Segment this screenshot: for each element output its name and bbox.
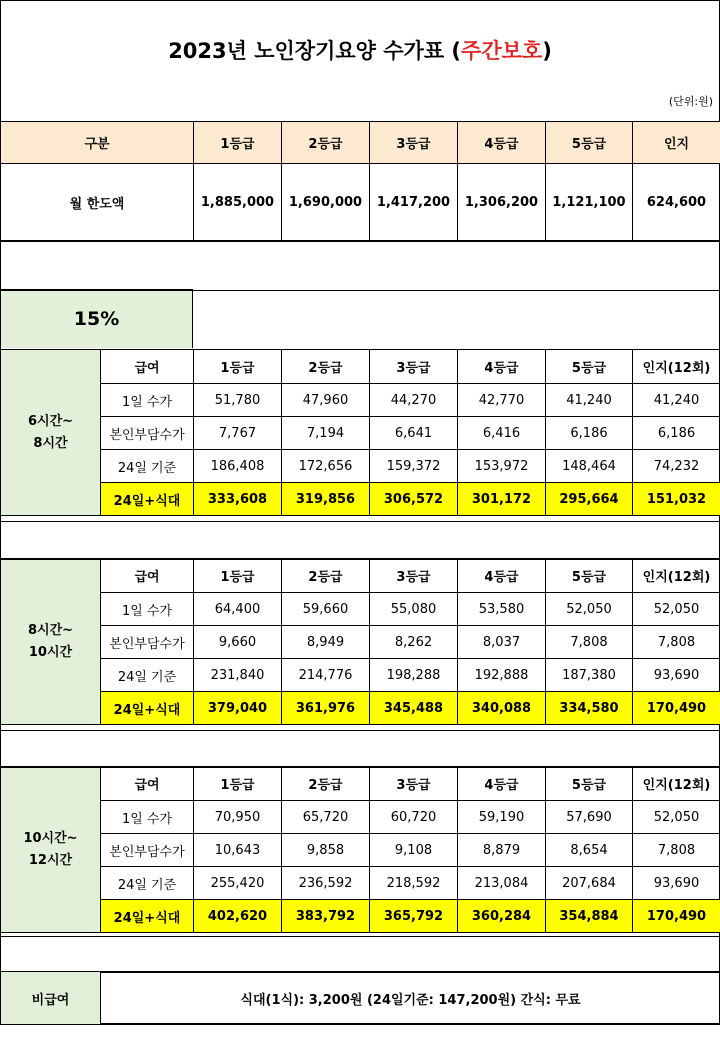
spacer-row [1,241,719,291]
section-header-cell: 인지(12회) [633,559,720,593]
limit-value-cell: 1,306,200 [458,164,546,241]
fee-value-cell: 301,172 [458,483,546,516]
duration-line-1: 8시간~ [27,622,74,638]
fee-value-cell: 170,490 [633,692,720,725]
fee-value-cell: 151,032 [633,483,720,516]
section-header-cell: 3등급 [370,767,458,801]
limit-row-label: 월 한도액 [1,164,194,241]
fee-row [1,417,720,450]
fee-value-cell: 55,080 [370,593,458,626]
duration-line-1: 10시간~ [23,830,78,846]
section-header-cell: 5등급 [546,767,633,801]
total-with-meal-row [1,692,720,725]
section-header-cell: 2등급 [282,350,370,384]
fee-value-cell: 8,654 [546,834,633,867]
fee-value-cell: 41,240 [546,384,633,417]
total-with-meal-row [1,900,720,933]
fee-row-label: 1일 수가 [101,801,194,834]
fee-row [1,626,720,659]
fee-value-cell: 9,858 [282,834,370,867]
limit-value-cell: 624,600 [633,164,720,241]
fee-value-cell: 60,720 [370,801,458,834]
fee-value-cell: 153,972 [458,450,546,483]
fee-value-cell: 170,490 [633,900,720,933]
fee-row-label: 24일+식대 [101,483,194,516]
fee-value-cell: 345,488 [370,692,458,725]
fee-value-cell: 333,608 [194,483,282,516]
fee-row [1,867,720,900]
fee-value-cell: 9,660 [194,626,282,659]
limit-header-row [1,122,720,164]
fee-section-table [0,558,720,725]
fee-value-cell: 52,050 [546,593,633,626]
total-with-meal-row [1,483,720,516]
section-header-cell: 5등급 [546,559,633,593]
fee-value-cell: 187,380 [546,659,633,692]
fee-value-cell: 192,888 [458,659,546,692]
fee-row [1,659,720,692]
non-covered-text: 식대(1식): 3,200원 (24일기준: 147,200원) 간식: 무료 [101,972,720,1025]
non-covered-row [1,972,720,1025]
limit-header-cell: 5등급 [546,122,633,164]
fee-value-cell: 6,416 [458,417,546,450]
duration-group-label [1,350,101,516]
fee-value-cell: 319,856 [282,483,370,516]
fee-value-cell: 231,840 [194,659,282,692]
section-header-cell: 급여 [101,559,194,593]
fee-value-cell: 7,767 [194,417,282,450]
section-header-cell: 1등급 [194,559,282,593]
fee-value-cell: 360,284 [458,900,546,933]
page-title [1,35,719,65]
fee-value-cell: 53,580 [458,593,546,626]
fee-value-cell: 255,420 [194,867,282,900]
fee-value-cell: 52,050 [633,593,720,626]
fee-value-cell: 8,879 [458,834,546,867]
limit-header-cell: 2등급 [282,122,370,164]
fee-value-cell: 7,808 [633,626,720,659]
fee-value-cell: 9,108 [370,834,458,867]
duration-line-1: 6시간~ [27,413,74,429]
fee-value-cell: 295,664 [546,483,633,516]
section-header-row [1,559,720,593]
spacer-row [1,730,719,768]
fee-value-cell: 65,720 [282,801,370,834]
section-header-cell: 4등급 [458,767,546,801]
fee-value-cell: 148,464 [546,450,633,483]
co-payment-rate: 15% [1,289,193,348]
fee-value-cell: 236,592 [282,867,370,900]
section-header-row [1,350,720,384]
fee-value-cell: 172,656 [282,450,370,483]
section-header-cell: 급여 [101,350,194,384]
fee-value-cell: 70,950 [194,801,282,834]
non-covered-label: 비급여 [1,972,101,1025]
limit-value-cell: 1,417,200 [370,164,458,241]
fee-value-cell: 7,808 [633,834,720,867]
section-header-cell: 인지(12회) [633,350,720,384]
fee-row-label: 1일 수가 [101,593,194,626]
limit-header-cell: 3등급 [370,122,458,164]
fee-value-cell: 379,040 [194,692,282,725]
fee-value-cell: 74,232 [633,450,720,483]
fee-value-cell: 93,690 [633,867,720,900]
section-header-cell: 4등급 [458,559,546,593]
fee-value-cell: 42,770 [458,384,546,417]
title-prefix: 2023년 노인장기요양 수가표 ( [168,39,462,63]
fee-value-cell: 198,288 [370,659,458,692]
unit-note: (단위:원) [668,95,713,108]
fee-value-cell: 6,186 [633,417,720,450]
fee-value-cell: 57,690 [546,801,633,834]
fee-row-label: 24일+식대 [101,900,194,933]
title-area [1,1,719,119]
limit-header-cell: 구분 [1,122,194,164]
fee-value-cell: 365,792 [370,900,458,933]
fee-value-cell: 59,190 [458,801,546,834]
fee-value-cell: 51,780 [194,384,282,417]
section-header-cell: 인지(12회) [633,767,720,801]
spacer-row [1,936,719,973]
fee-value-cell: 41,240 [633,384,720,417]
fee-row [1,450,720,483]
fee-value-cell: 7,194 [282,417,370,450]
fee-value-cell: 8,262 [370,626,458,659]
duration-line-2: 10시간 [28,644,73,660]
fee-value-cell: 340,088 [458,692,546,725]
fee-value-cell: 213,084 [458,867,546,900]
fee-row [1,384,720,417]
fee-value-cell: 93,690 [633,659,720,692]
section-header-cell: 급여 [101,767,194,801]
fee-value-cell: 8,037 [458,626,546,659]
spacer-row [1,521,719,560]
section-header-row [1,767,720,801]
fee-row [1,834,720,867]
fee-value-cell: 64,400 [194,593,282,626]
title-suffix: ) [542,39,552,63]
section-header-cell: 3등급 [370,350,458,384]
monthly-limit-table [0,121,720,241]
fee-row [1,593,720,626]
section-header-cell: 3등급 [370,559,458,593]
fee-value-cell: 6,186 [546,417,633,450]
fee-row-label: 24일+식대 [101,692,194,725]
fee-section-table [0,766,720,933]
title-highlight: 주간보호 [461,39,543,63]
limit-header-cell: 인지 [633,122,720,164]
fee-value-cell: 8,949 [282,626,370,659]
section-header-cell: 5등급 [546,350,633,384]
duration-group-label [1,767,101,933]
fee-value-cell: 361,976 [282,692,370,725]
section-header-cell: 1등급 [194,767,282,801]
fee-value-cell: 218,592 [370,867,458,900]
fee-value-cell: 383,792 [282,900,370,933]
duration-line-2: 8시간 [33,435,68,451]
fee-value-cell: 52,050 [633,801,720,834]
limit-value-row [1,164,720,241]
fee-row-label: 본인부담수가 [101,626,194,659]
duration-line-2: 12시간 [28,852,73,868]
fee-row-label: 본인부담수가 [101,417,194,450]
fee-value-cell: 47,960 [282,384,370,417]
limit-value-cell: 1,121,100 [546,164,633,241]
non-covered-table [0,971,720,1025]
fee-value-cell: 402,620 [194,900,282,933]
fee-value-cell: 214,776 [282,659,370,692]
fee-value-cell: 354,884 [546,900,633,933]
limit-header-cell: 1등급 [194,122,282,164]
fee-value-cell: 59,660 [282,593,370,626]
fee-value-cell: 186,408 [194,450,282,483]
section-header-cell: 2등급 [282,559,370,593]
fee-row [1,801,720,834]
limit-value-cell: 1,885,000 [194,164,282,241]
fee-value-cell: 6,641 [370,417,458,450]
limit-header-cell: 4등급 [458,122,546,164]
fee-section-table [0,349,720,516]
fee-value-cell: 44,270 [370,384,458,417]
fee-value-cell: 334,580 [546,692,633,725]
fee-value-cell: 10,643 [194,834,282,867]
fee-value-cell: 306,572 [370,483,458,516]
duration-group-label [1,559,101,725]
fee-row-label: 24일 기준 [101,867,194,900]
section-header-cell: 1등급 [194,350,282,384]
fee-row-label: 24일 기준 [101,450,194,483]
section-header-cell: 4등급 [458,350,546,384]
fee-value-cell: 207,684 [546,867,633,900]
fee-value-cell: 7,808 [546,626,633,659]
fee-row-label: 1일 수가 [101,384,194,417]
fee-row-label: 본인부담수가 [101,834,194,867]
limit-value-cell: 1,690,000 [282,164,370,241]
fee-value-cell: 159,372 [370,450,458,483]
fee-row-label: 24일 기준 [101,659,194,692]
section-header-cell: 2등급 [282,767,370,801]
